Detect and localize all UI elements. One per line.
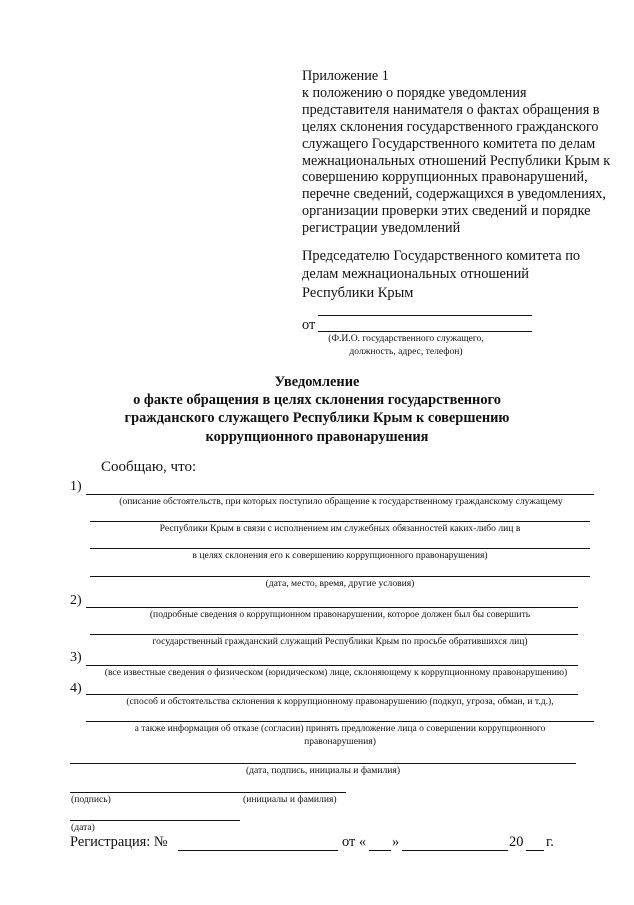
name-label: (инициалы и фамилия) — [243, 794, 337, 805]
addressee-line: Республики Крым — [302, 284, 414, 301]
annex-line: представителя нанимателя о фактах обращения в — [302, 101, 600, 118]
annex-line: служащего Государственного комитета по делам — [302, 135, 596, 152]
annex-line: к положению о порядке уведомления — [302, 84, 527, 101]
from-label: от — [302, 317, 316, 333]
item-2-number: 2) — [70, 593, 82, 608]
signature-field-line[interactable] — [70, 792, 346, 793]
item-1-field-line-4[interactable] — [90, 576, 590, 577]
title-line: о факте обращения в целях склонения государственного — [133, 392, 501, 409]
registration-label: Регистрация: № — [70, 834, 168, 850]
annex-line: целях склонения государственного гражданского — [302, 118, 599, 135]
title-line: гражданского служащего Республики Крым к совершению — [124, 410, 510, 427]
title-line: Уведомление — [274, 374, 360, 390]
annex-line: межнациональных отношений Республики Крым к — [302, 152, 611, 169]
date-field-line[interactable] — [70, 820, 240, 821]
item-4-field-line-3[interactable] — [70, 763, 576, 764]
item-4-number: 4) — [70, 681, 82, 696]
annex-line: совершению коррупционных правонарушений, — [302, 169, 588, 186]
item-1-caption-1: (описание обстоятельств, при которых поступило обращение к государственному гражданскому служащему — [119, 496, 563, 507]
title-line: коррупционного правонарушения — [205, 428, 429, 445]
addressee-line: Председателю Государственного комитета по — [302, 248, 581, 264]
item-2-caption-2: государственный гражданский служащий Республики Крым по просьбе обратившихся лиц) — [152, 636, 528, 647]
annex-line: регистрации уведомлений — [302, 220, 461, 237]
registration-from-label: от « — [342, 834, 367, 850]
addressee-line: делам межнациональных отношений — [302, 266, 529, 283]
item-1-field-line[interactable] — [86, 494, 594, 495]
item-4-caption-4: (дата, подпись, инициалы и фамилия) — [245, 765, 401, 776]
item-1-field-line-3[interactable] — [90, 548, 590, 549]
item-1-field-line-2[interactable] — [90, 521, 590, 522]
item-2-caption-1: (подробные сведения о коррупционном правонарушении, которое должен был бы совершить — [149, 609, 531, 620]
document-title — [0, 373, 634, 446]
registration-year-field[interactable] — [526, 850, 544, 851]
addressee — [302, 247, 622, 302]
annex-line: Приложение 1 — [302, 68, 389, 84]
registration-month-field[interactable] — [402, 850, 508, 851]
item-1-caption-3: в целях склонения его к совершению коррупционного правонарушения) — [192, 550, 488, 561]
annex-line: организации проверки этих сведений и порядке — [302, 203, 591, 220]
registration-number-field[interactable] — [178, 850, 338, 851]
item-3-number: 3) — [70, 650, 82, 665]
registration-quote-close: » — [392, 834, 400, 850]
registration-day-field[interactable] — [369, 850, 391, 851]
item-4-caption-3: правонарушения) — [304, 736, 376, 747]
annex-header — [302, 68, 622, 237]
signature-label: (подпись) — [71, 794, 111, 805]
intro-text: Сообщаю, что: — [101, 459, 197, 475]
addressee-blank-line[interactable] — [318, 315, 532, 316]
date-label: (дата) — [71, 822, 95, 833]
item-4-field-line-2[interactable] — [86, 721, 594, 722]
from-field-line[interactable] — [318, 331, 532, 332]
item-3-caption-1: (все известные сведения о физическом (юридическом) лице, склоняющему к коррупционному правонарушению) — [104, 667, 568, 678]
item-1-caption-4: (дата, место, время, другие условия) — [265, 578, 415, 589]
from-caption-2: должность, адрес, телефон) — [349, 346, 463, 357]
item-1-caption-2: Республики Крым в связи с исполнением им служебных обязанностей каких-либо лиц в — [159, 523, 521, 534]
item-2-field-line[interactable] — [86, 607, 578, 608]
item-4-caption-2: а также информация об отказе (согласии) принять предложение лица о совершении коррупционного — [134, 723, 546, 734]
registration-year-prefix: 20 — [509, 834, 524, 850]
annex-line: перечне сведений, содержащихся в уведомлениях, — [302, 186, 606, 203]
item-3-field-line[interactable] — [86, 665, 578, 666]
item-4-caption-1: (способ и обстоятельства склонения к коррупционному правонарушению (подкуп, угроза, обман, и т.д.), — [126, 696, 554, 707]
item-4-field-line[interactable] — [86, 694, 578, 695]
item-2-field-line-2[interactable] — [90, 634, 578, 635]
item-1-number: 1) — [70, 479, 82, 494]
from-caption-1: (Ф.И.О. государственного служащего, — [328, 333, 484, 344]
registration-year-suffix: г. — [546, 834, 554, 850]
